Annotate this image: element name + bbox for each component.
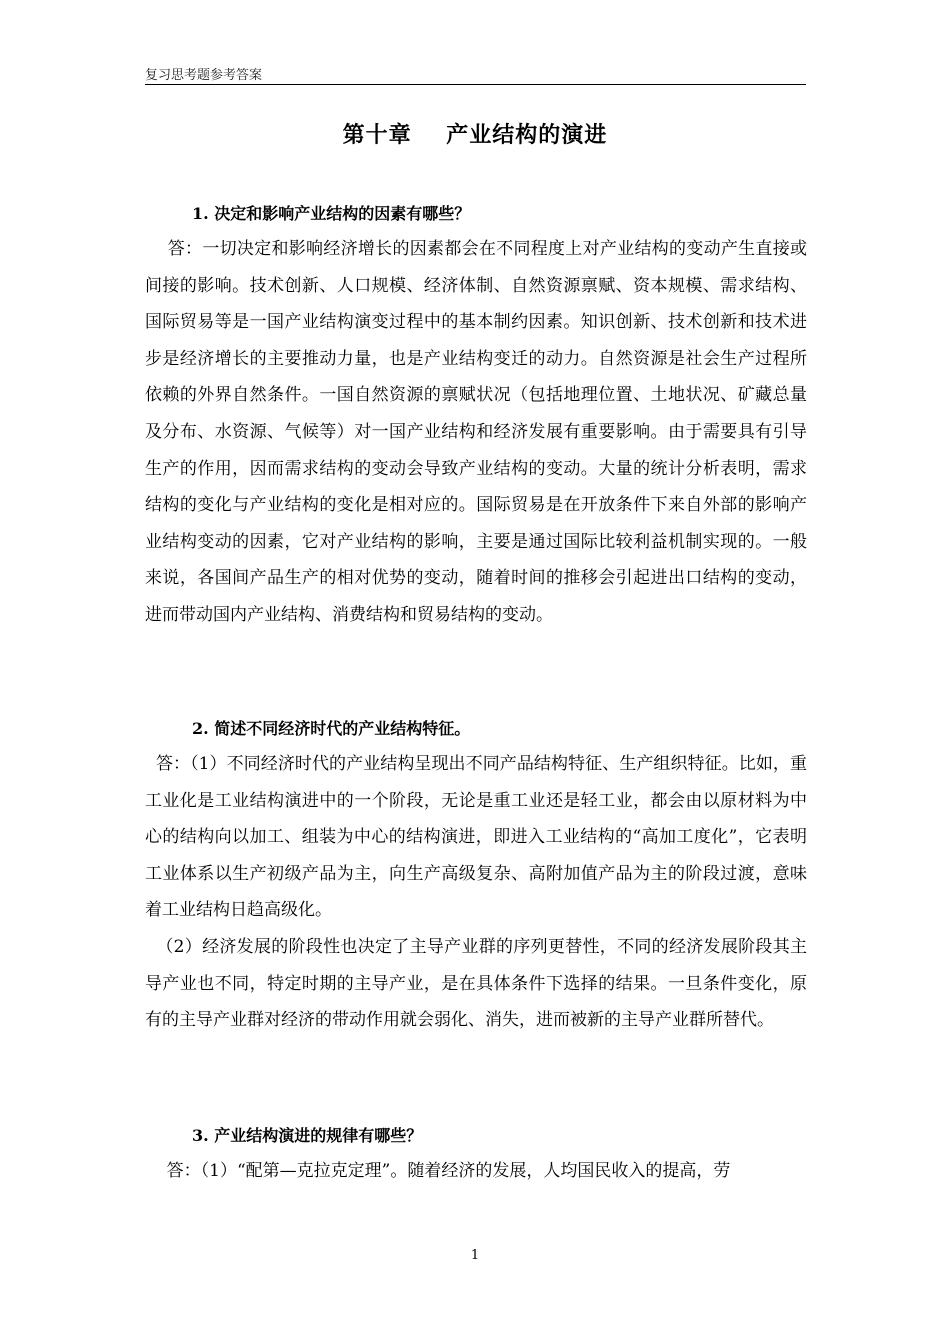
question-2-answer-part-1: 答：（1）不同经济时代的产业结构呈现出不同产品结构特征、生产组织特征。比如，重工业化是工业结构演进中的一个阶段，无论是重工业还是轻工业，都会由以原材料为中心的结构向以加工、组装为中心的结构演进，即进入工业结构的“高加工度化”，它表明工业体系以生产初级产品为主，向生产高级复杂、高附加值产品为主的阶段过渡，意味着工业结构日趋高级化。 bbox=[145, 754, 807, 921]
running-header: 复习思考题参考答案 bbox=[145, 68, 263, 83]
header-rule bbox=[145, 84, 806, 85]
question-3-answer: 答：（1）“配第—克拉克定理”。随着经济的发展，人均国民收入的提高，劳 bbox=[145, 1161, 731, 1181]
question-1-answer: 答：一切决定和影响经济增长的因素都会在不同程度上对产业结构的变动产生直接或间接的影响。技术创新、人口规模、经济体制、自然资源禀赋、资本规模、需求结构、国际贸易等是一国产业结构演变过程中的基本制约因素。知识创新、技术创新和技术进步是经济增长的主要推动力量，也是产业结构变迁的动力。自然资源是社会生产过程所依赖的外界自然条件。一国自然资源的禀赋状况（包括地理位置、土地状况、矿藏总量及分布、水资源、气候等）对一国产业结构和经济发展有重要影响。由于需要具有引导生产的作用，因而需求结构的变动会导致产业结构的变动。大量的统计分析表明，需求结构的变化与产业结构的变化是相对应的。国际贸易是在开放条件下来自外部的影响产业结构变动的因素，它对产业结构的影响，主要是通过国际比较利益机制实现的。一般来说，各国间产品生产的相对优势的变动，随着时间的推移会引起进出口结构的变动，进而带动国内产业结构、消费结构和贸易结构的变动。 bbox=[145, 239, 808, 625]
question-3-title: 3. 产业结构演进的规律有哪些？ bbox=[192, 1126, 423, 1145]
question-2-title: 2. 简述不同经济时代的产业结构特征。 bbox=[192, 719, 471, 738]
chapter-title: 第十章 产业结构的演进 bbox=[342, 122, 608, 148]
page-number: 1 bbox=[470, 1248, 480, 1263]
question-1-title: 1. 决定和影响产业结构的因素有哪些？ bbox=[192, 204, 471, 223]
question-2-answer-part-2: （2）经济发展的阶段性也决定了主导产业群的序列更替性，不同的经济发展阶段其主导产业也不同，特定时期的主导产业，是在具体条件下选择的结果。一旦条件变化，原有的主导产业群对经济的带动作用就会弱化、消失，进而被新的主导产业群所替代。 bbox=[145, 937, 807, 1031]
